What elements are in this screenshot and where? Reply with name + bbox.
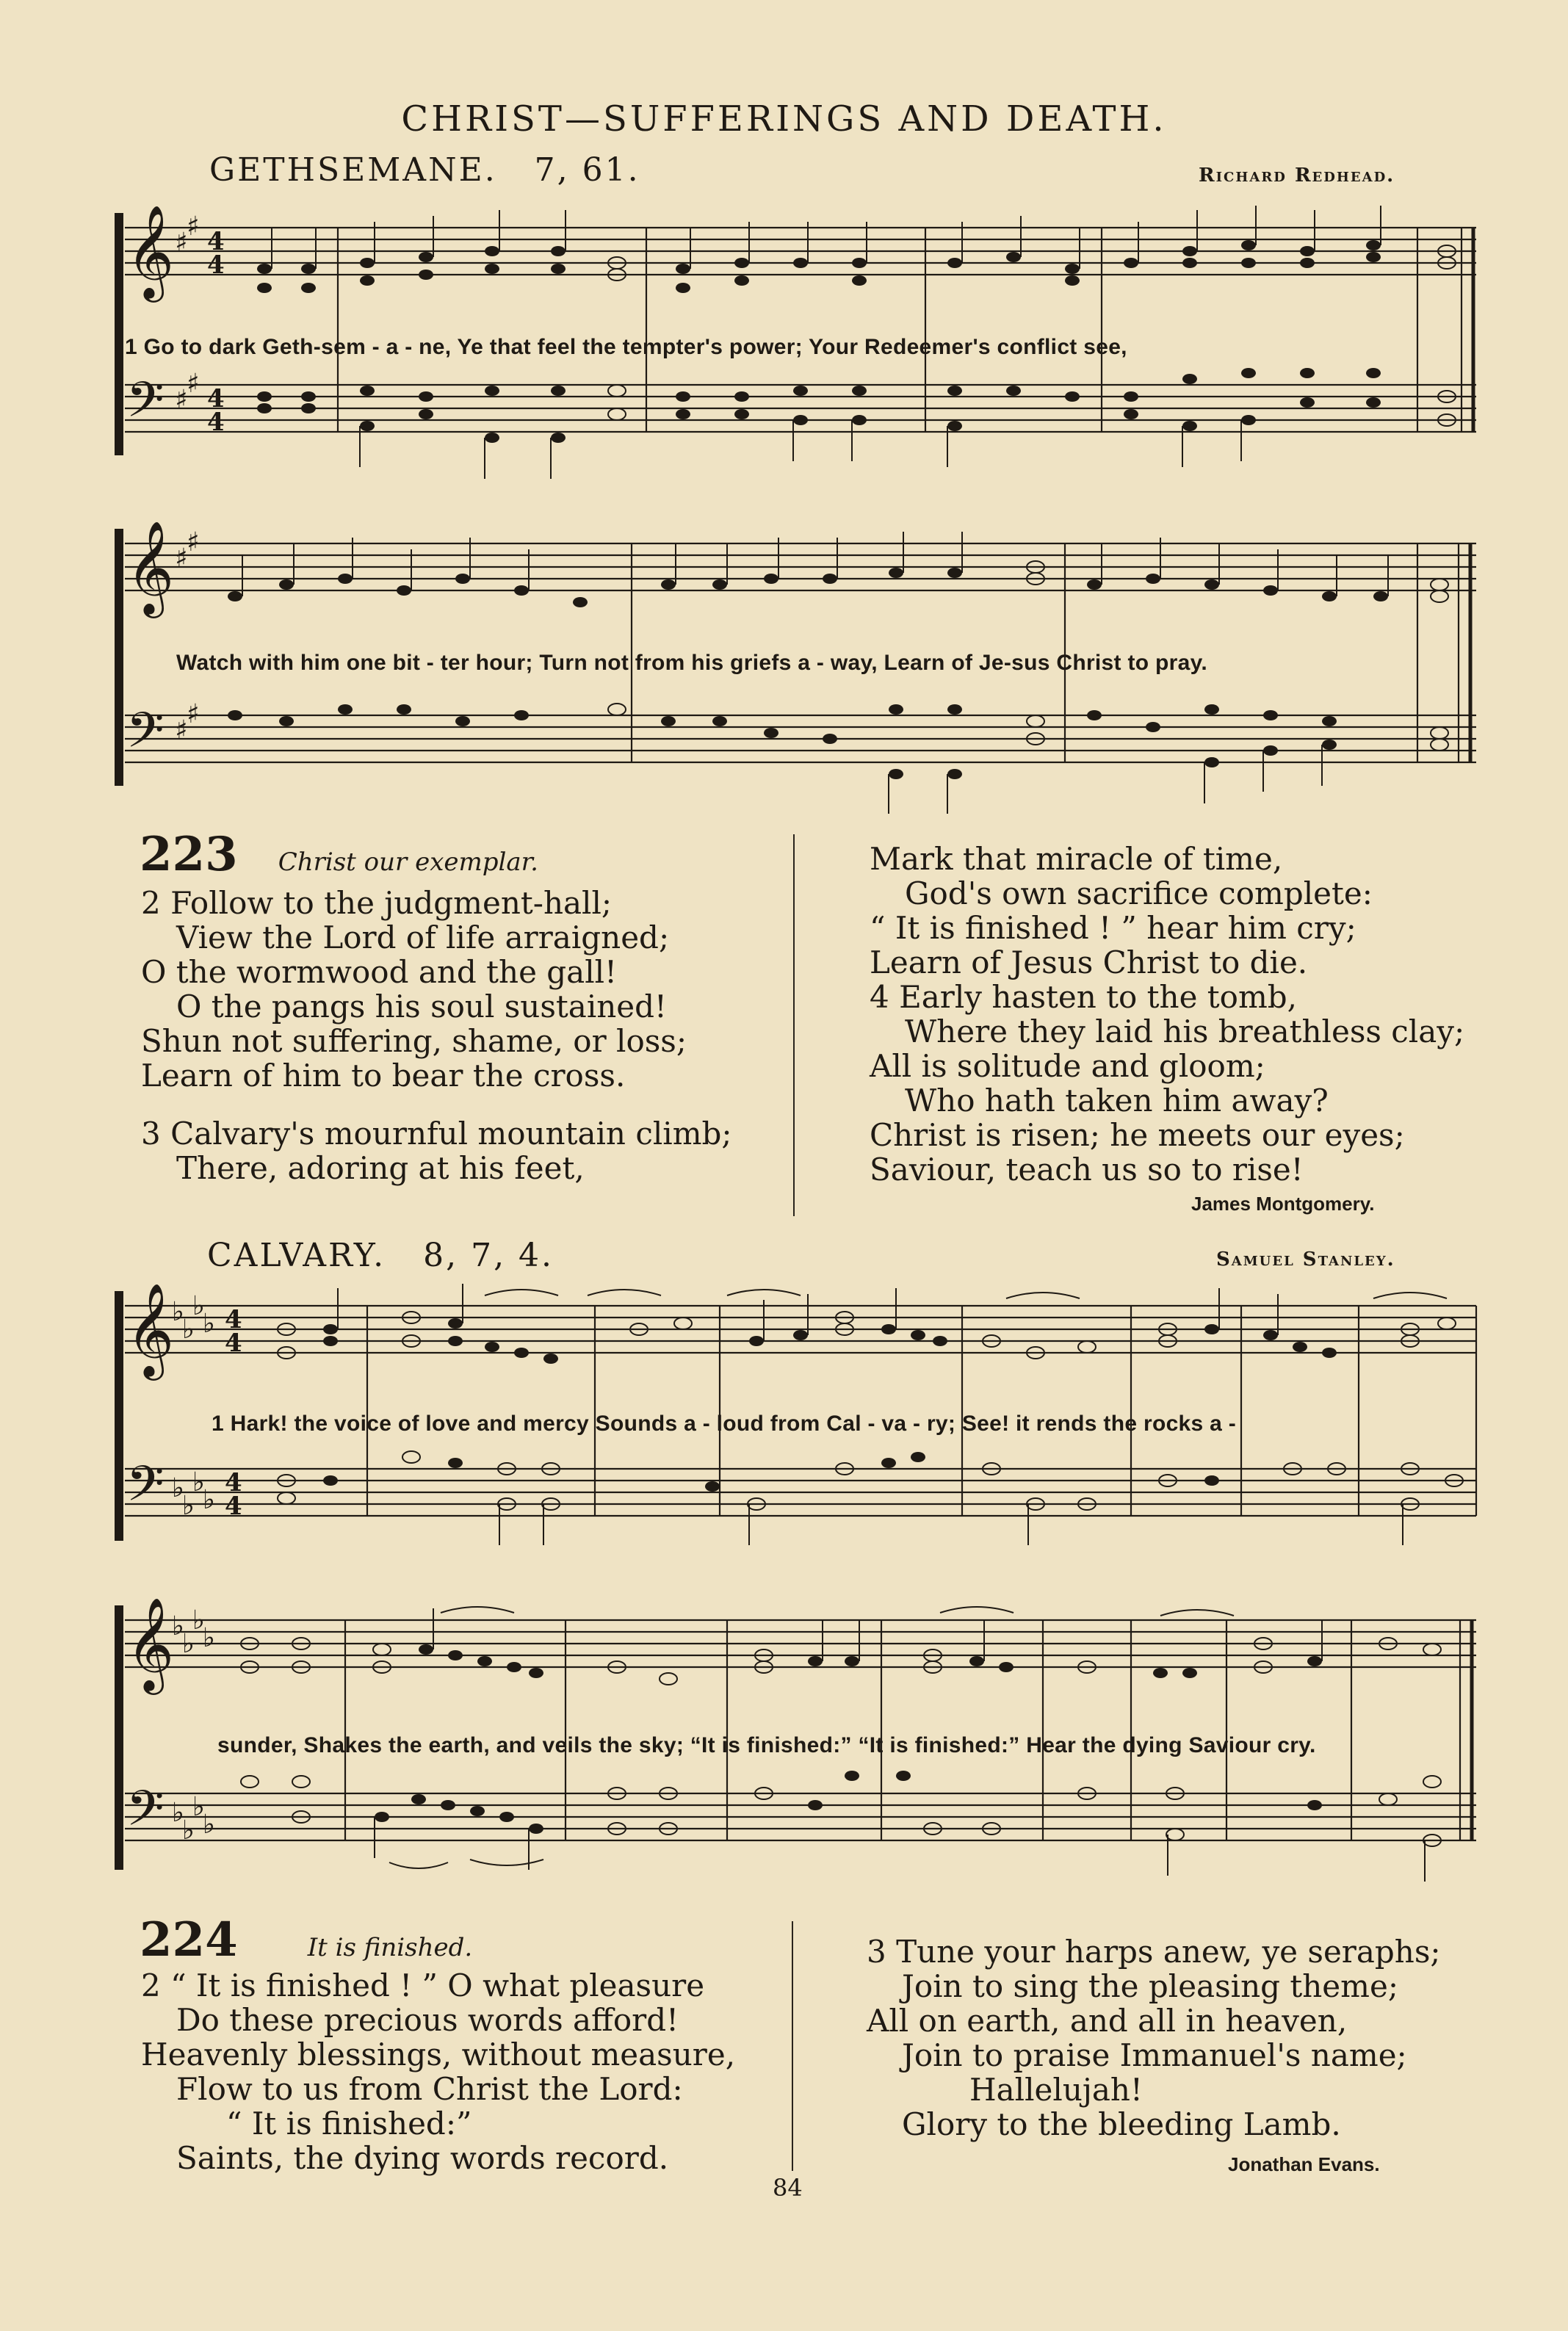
hymn-224-right-column bbox=[867, 1934, 1441, 2142]
column-divider bbox=[792, 1921, 793, 2171]
svg-text:4: 4 bbox=[225, 1492, 242, 1521]
svg-text:♭: ♭ bbox=[172, 1611, 184, 1641]
tune2-lyrics-line-2: sunder, Shakes the earth, and veils the sky; “It is finished:” “It is finished:” Hear the dying Saviour cry. bbox=[217, 1733, 1316, 1757]
verse-line: Do these precious words afford! bbox=[176, 2002, 679, 2038]
verse-line: Saints, the dying words record. bbox=[176, 2140, 669, 2176]
svg-text:♭: ♭ bbox=[192, 1792, 205, 1822]
column-divider bbox=[793, 834, 795, 1216]
hymn-224-heading bbox=[140, 1912, 472, 1967]
svg-text:4: 4 bbox=[225, 1468, 242, 1497]
tune-name: CALVARY. bbox=[207, 1237, 386, 1274]
hymn-224-left-column bbox=[141, 1968, 735, 2175]
hymn-subtitle: It is finished. bbox=[307, 1933, 473, 1962]
hymn-subtitle: Christ our exemplar. bbox=[278, 848, 538, 877]
verse-line: All is solitude and gloom; bbox=[870, 1048, 1265, 1084]
hymn-224-author: Jonathan Evans. bbox=[1228, 2153, 1380, 2175]
svg-text:♭: ♭ bbox=[182, 1491, 195, 1521]
svg-text:♯: ♯ bbox=[187, 699, 200, 729]
composer-calvary: Samuel Stanley. bbox=[1216, 1248, 1395, 1271]
composer-gethsemane: Richard Redhead. bbox=[1199, 165, 1395, 187]
svg-text:♭: ♭ bbox=[203, 1810, 215, 1840]
verse-line: 2 “ It is finished ! ” O what pleasure bbox=[141, 1967, 705, 2003]
verse-line: O the wormwood and the gall! bbox=[141, 954, 617, 990]
verse-line: All on earth, and all in heaven, bbox=[867, 2003, 1348, 2039]
svg-text:♯: ♯ bbox=[175, 543, 188, 574]
svg-text:𝄢: 𝄢 bbox=[126, 372, 165, 440]
svg-text:♭: ♭ bbox=[172, 1798, 184, 1828]
svg-text:♭: ♭ bbox=[203, 1623, 215, 1653]
hymn-223-left-column bbox=[141, 886, 732, 1185]
page-number: 84 bbox=[773, 2174, 803, 2202]
tune-meter: 7, 61. bbox=[534, 151, 640, 189]
verse-line: “ It is finished ! ” hear him cry; bbox=[870, 910, 1356, 946]
svg-text:𝄞: 𝄞 bbox=[126, 206, 175, 298]
verse-line: Mark that miracle of time, bbox=[870, 841, 1283, 877]
svg-text:𝄞: 𝄞 bbox=[126, 1284, 175, 1376]
verse-line: Hallelujah! bbox=[969, 2072, 1143, 2108]
verse-line: Learn of Jesus Christ to die. bbox=[870, 944, 1308, 980]
svg-text:♭: ♭ bbox=[192, 1467, 205, 1497]
verse-line: O the pangs his soul sustained! bbox=[176, 989, 667, 1024]
verse-line: 4 Early hasten to the tomb, bbox=[870, 979, 1298, 1015]
hymn-223-heading bbox=[140, 827, 538, 882]
hymn-number: 223 bbox=[140, 827, 238, 882]
svg-text:♭: ♭ bbox=[192, 1291, 205, 1321]
tune1-lyrics-line-1: 1 Go to dark Geth-sem - a - ne, Ye that feel the tempter's power; Your Redeemer's conflict see, bbox=[125, 335, 1127, 359]
svg-text:4: 4 bbox=[207, 384, 225, 413]
svg-text:♯: ♯ bbox=[187, 527, 200, 557]
svg-text:4: 4 bbox=[225, 1329, 242, 1358]
svg-text:♯: ♯ bbox=[175, 715, 188, 745]
svg-text:♯: ♯ bbox=[175, 385, 188, 415]
hymn-223-right-column bbox=[870, 842, 1464, 1187]
svg-text:𝄞: 𝄞 bbox=[126, 1598, 175, 1691]
verse-line: Join to praise Immanuel's name; bbox=[902, 2037, 1407, 2073]
tune-name: GETHSEMANE. bbox=[209, 151, 497, 189]
verse-line: There, adoring at his feet, bbox=[176, 1150, 585, 1186]
svg-text:♭: ♭ bbox=[192, 1605, 205, 1636]
svg-text:♭: ♭ bbox=[182, 1815, 195, 1846]
svg-text:♯: ♯ bbox=[187, 212, 200, 242]
verse-line: Heavenly blessings, without measure, bbox=[141, 2037, 736, 2072]
verse-line: 3 Calvary's mournful mountain climb; bbox=[141, 1116, 732, 1152]
svg-text:4: 4 bbox=[207, 250, 225, 280]
svg-text:♭: ♭ bbox=[172, 1473, 184, 1503]
verse-line: 2 Follow to the judgment-hall; bbox=[141, 885, 613, 921]
tune-title-calvary bbox=[207, 1237, 554, 1274]
svg-text:𝄢: 𝄢 bbox=[126, 1780, 165, 1848]
svg-text:♯: ♯ bbox=[187, 369, 200, 399]
verse-line: “ It is finished:” bbox=[226, 2106, 472, 2142]
verse-line: Christ is risen; he meets our eyes; bbox=[870, 1117, 1405, 1153]
section-heading: CHRIST—SUFFERINGS AND DEATH. bbox=[401, 98, 1167, 140]
tune1-lyrics-line-2: Watch with him one bit - ter hour; Turn not from his griefs a - way, Learn of Je-sus Christ to pray. bbox=[176, 651, 1207, 675]
verse-line: View the Lord of life arraigned; bbox=[176, 919, 670, 955]
svg-text:𝄞: 𝄞 bbox=[126, 521, 175, 614]
svg-text:4: 4 bbox=[207, 227, 225, 256]
tune-meter: 8, 7, 4. bbox=[423, 1237, 554, 1274]
svg-text:♯: ♯ bbox=[175, 228, 188, 258]
svg-text:♭: ♭ bbox=[182, 1315, 195, 1345]
svg-text:♭: ♭ bbox=[182, 1629, 195, 1659]
hymn-number: 224 bbox=[140, 1912, 238, 1967]
verse-line: Glory to the bleeding Lamb. bbox=[902, 2106, 1341, 2142]
svg-text:4: 4 bbox=[207, 408, 225, 437]
verse-line: Join to sing the pleasing theme; bbox=[902, 1968, 1398, 2004]
svg-text:♭: ♭ bbox=[203, 1485, 215, 1515]
svg-text:♭: ♭ bbox=[203, 1309, 215, 1339]
verse-line: Saviour, teach us so to rise! bbox=[870, 1152, 1304, 1188]
svg-text:𝄢: 𝄢 bbox=[126, 702, 165, 770]
svg-text:4: 4 bbox=[225, 1305, 242, 1334]
svg-text:𝄢: 𝄢 bbox=[126, 1456, 165, 1524]
verse-line: 3 Tune your harps anew, ye seraphs; bbox=[867, 1934, 1441, 1970]
verse-line: Who hath taken him away? bbox=[905, 1083, 1329, 1118]
svg-text:♭: ♭ bbox=[172, 1297, 184, 1327]
verse-line: Where they laid his breathless clay; bbox=[905, 1013, 1465, 1049]
verse-line: Shun not suffering, shame, or loss; bbox=[141, 1023, 687, 1059]
hymn-223-author: James Montgomery. bbox=[1191, 1193, 1375, 1215]
verse-line: Learn of him to bear the cross. bbox=[141, 1058, 626, 1094]
verse-line: God's own sacrifice complete: bbox=[905, 875, 1373, 911]
verse-line: Flow to us from Christ the Lord: bbox=[176, 2071, 683, 2107]
tune2-lyrics-line-1: 1 Hark! the voice of love and mercy Sounds a - loud from Cal - va - ry; See! it rends the rocks a - bbox=[212, 1412, 1237, 1436]
tune-title-gethsemane bbox=[209, 151, 640, 189]
